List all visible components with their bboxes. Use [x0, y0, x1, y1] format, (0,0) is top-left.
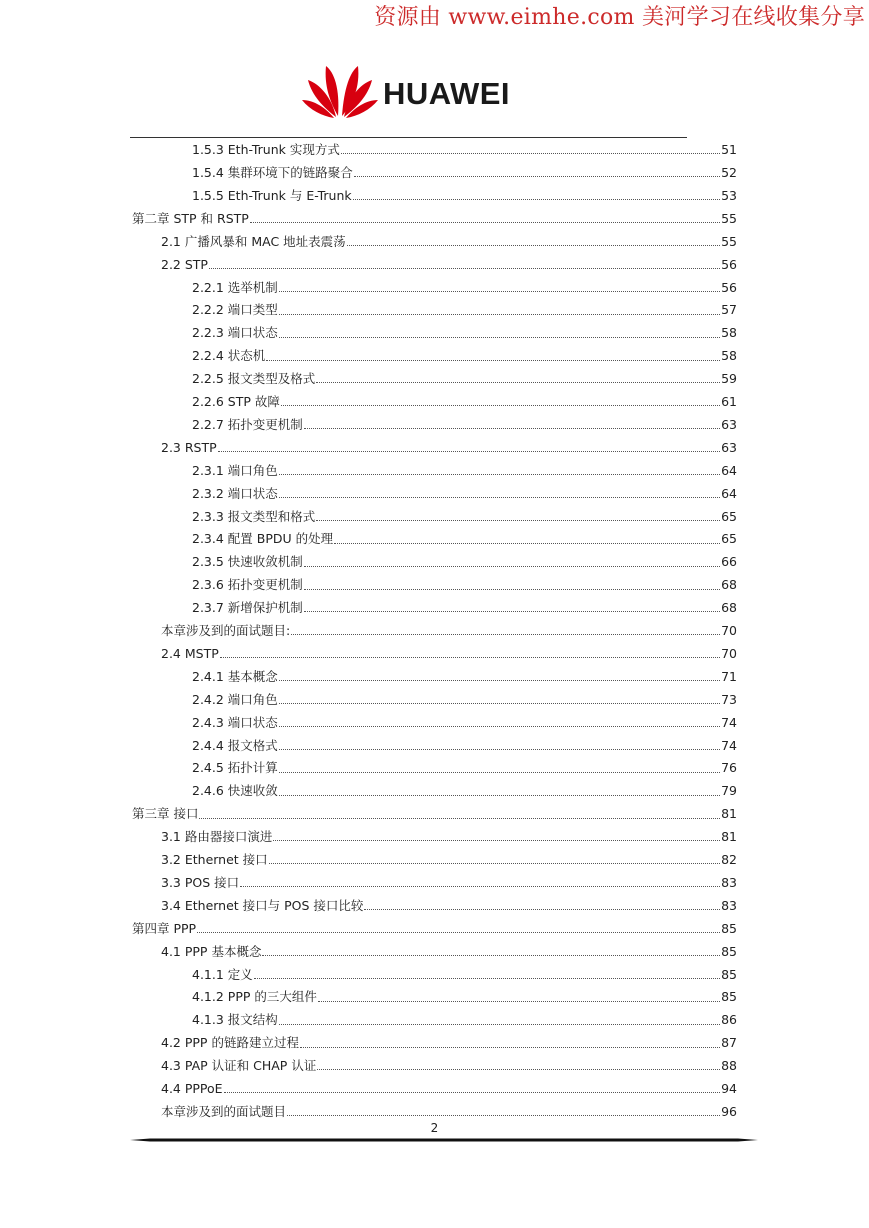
toc-entry-title: 2.1 广播风暴和 MAC 地址表震荡: [161, 233, 346, 249]
toc-entry-title: 1.5.3 Eth-Trunk 实现方式: [192, 142, 340, 158]
toc-entry[interactable]: [161, 437, 737, 460]
toc-entry[interactable]: [192, 780, 737, 803]
toc-entry-title: 2.3.6 拓扑变更机制: [192, 577, 303, 593]
toc-entry[interactable]: [192, 1009, 737, 1032]
toc-entry-title: 2.3.1 端口角色: [192, 462, 278, 478]
toc-entry[interactable]: [192, 276, 737, 299]
toc-entry-title: 2.4 MSTP: [161, 645, 219, 661]
toc-entry-title: 4.3 PAP 认证和 CHAP 认证: [161, 1058, 317, 1074]
toc-dot-leader: [279, 763, 720, 775]
toc-entry[interactable]: [192, 505, 737, 528]
toc-entry-title: 2.3.3 报文类型和格式: [192, 508, 316, 524]
toc-entry-page: 74: [721, 737, 737, 753]
toc-entry-page: 94: [721, 1081, 737, 1097]
toc-entry-page: 61: [721, 394, 737, 410]
toc-entry-page: 96: [721, 1103, 737, 1119]
toc-entry-title: 本章涉及到的面试题目: [161, 1103, 287, 1119]
toc-entry-title: 4.1.1 定义: [192, 966, 253, 982]
toc-dot-leader: [341, 144, 720, 156]
toc-entry[interactable]: [192, 574, 737, 597]
toc-entry-page: 83: [721, 874, 737, 890]
toc-entry-title: 2.3.7 新增保护机制: [192, 600, 303, 616]
toc-entry-page: 58: [721, 325, 737, 341]
toc-entry-page: 81: [721, 829, 737, 845]
toc-dot-leader: [347, 236, 720, 248]
toc-entry-page: 53: [721, 187, 737, 203]
toc-dot-leader: [240, 877, 720, 889]
toc-dot-leader: [262, 946, 720, 958]
toc-dot-leader: [279, 465, 720, 477]
toc-dot-leader: [279, 717, 720, 729]
toc-entry-title: 2.3 RSTP: [161, 439, 217, 455]
toc-entry-page: 85: [721, 920, 737, 936]
toc-dot-leader: [300, 1038, 720, 1050]
toc-entry[interactable]: [192, 162, 737, 185]
toc-entry[interactable]: [132, 208, 737, 231]
toc-dot-leader: [279, 671, 720, 683]
toc-entry-title: 2.3.5 快速收敛机制: [192, 554, 303, 570]
toc-entry-page: 56: [721, 279, 737, 295]
toc-entry[interactable]: [192, 757, 737, 780]
toc-entry-page: 88: [721, 1058, 737, 1074]
toc-entry-page: 63: [721, 439, 737, 455]
toc-entry-page: 79: [721, 783, 737, 799]
toc-dot-leader: [364, 900, 720, 912]
toc-entry-title: 3.4 Ethernet 接口与 POS 接口比较: [161, 897, 364, 913]
toc-entry-page: 56: [721, 256, 737, 272]
toc-entry[interactable]: [161, 1078, 737, 1101]
toc-entry-page: 57: [721, 302, 737, 318]
toc-dot-leader: [291, 625, 720, 637]
toc-dot-leader: [304, 602, 720, 614]
toc-dot-leader: [316, 511, 720, 523]
toc-entry-title: 1.5.5 Eth-Trunk 与 E-Trunk: [192, 187, 352, 203]
toc-entry-page: 73: [721, 691, 737, 707]
toc-entry[interactable]: [161, 895, 737, 918]
header-rule: [130, 137, 687, 138]
toc-entry[interactable]: [132, 803, 737, 826]
toc-entry-page: 71: [721, 668, 737, 684]
toc-dot-leader: [304, 580, 720, 592]
toc-entry[interactable]: [192, 666, 737, 689]
toc-entry-page: 85: [721, 966, 737, 982]
toc-entry[interactable]: [192, 139, 737, 162]
toc-entry-page: 55: [721, 210, 737, 226]
toc-entry[interactable]: [192, 597, 737, 620]
toc-entry-page: 68: [721, 577, 737, 593]
toc-entry-page: 64: [721, 462, 737, 478]
toc-entry[interactable]: [192, 299, 737, 322]
toc-dot-leader: [209, 259, 720, 271]
toc-dot-leader: [287, 1106, 720, 1118]
toc-entry-page: 85: [721, 943, 737, 959]
toc-dot-leader: [266, 351, 720, 363]
toc-entry[interactable]: [192, 963, 737, 986]
logo-text: HUAWEI: [383, 76, 510, 111]
toc-dot-leader: [279, 786, 720, 798]
toc-dot-leader: [279, 1015, 720, 1027]
toc-entry-title: 2.2 STP: [161, 256, 208, 272]
toc-entry-title: 3.2 Ethernet 接口: [161, 852, 268, 868]
toc-entry[interactable]: [192, 185, 737, 208]
toc-entry-page: 64: [721, 485, 737, 501]
toc-entry-title: 2.4.3 端口状态: [192, 714, 278, 730]
toc-entry-page: 68: [721, 600, 737, 616]
toc-dot-leader: [353, 190, 720, 202]
toc-entry[interactable]: [161, 872, 737, 895]
toc-entry-page: 59: [721, 371, 737, 387]
toc-entry[interactable]: [192, 391, 737, 414]
toc-dot-leader: [281, 396, 720, 408]
toc-dot-leader: [354, 167, 720, 179]
page-number: 2: [430, 1121, 439, 1135]
toc-entry-page: 85: [721, 989, 737, 1005]
toc-entry[interactable]: [161, 1032, 737, 1055]
toc-entry-title: 2.2.1 选举机制: [192, 279, 278, 295]
toc-entry-page: 65: [721, 531, 737, 547]
toc-dot-leader: [317, 1060, 720, 1072]
toc-entry-title: 2.4.6 快速收敛: [192, 783, 278, 799]
toc-entry-page: 70: [721, 623, 737, 639]
toc-dot-leader: [304, 419, 720, 431]
toc-entry-title: 2.2.6 STP 故障: [192, 394, 280, 410]
toc-dot-leader: [254, 969, 720, 981]
toc-dot-leader: [279, 305, 720, 317]
toc-entry-title: 4.4 PPPoE: [161, 1081, 223, 1097]
toc-entry-title: 4.1.2 PPP 的三大组件: [192, 989, 317, 1005]
toc-entry[interactable]: [161, 620, 737, 643]
toc-entry-title: 第四章 PPP: [132, 920, 197, 936]
toc-entry[interactable]: [161, 1055, 737, 1078]
toc-entry-page: 70: [721, 645, 737, 661]
toc-entry[interactable]: [192, 483, 737, 506]
toc-dot-leader: [304, 557, 720, 569]
toc-entry-title: 本章涉及到的面试题目:: [161, 623, 291, 639]
toc-dot-leader: [279, 694, 720, 706]
toc-entry[interactable]: [161, 849, 737, 872]
toc-entry-title: 2.2.2 端口类型: [192, 302, 278, 318]
toc-dot-leader: [218, 442, 720, 454]
toc-entry-title: 4.1 PPP 基本概念: [161, 943, 262, 959]
toc-entry-page: 55: [721, 233, 737, 249]
toc-entry[interactable]: [192, 986, 737, 1009]
toc-dot-leader: [250, 213, 720, 225]
toc-entry-title: 2.2.4 状态机: [192, 348, 266, 364]
toc-entry[interactable]: [161, 231, 737, 254]
toc-entry-page: 66: [721, 554, 737, 570]
toc-entry-title: 2.2.5 报文类型及格式: [192, 371, 316, 387]
toc-entry-title: 第三章 接口: [132, 806, 199, 822]
toc-entry-page: 52: [721, 165, 737, 181]
toc-entry[interactable]: [161, 941, 737, 964]
toc-dot-leader: [279, 282, 720, 294]
toc-entry[interactable]: [132, 918, 737, 941]
toc-entry[interactable]: [192, 414, 737, 437]
toc-entry-title: 2.3.2 端口状态: [192, 485, 278, 501]
toc-entry-page: 82: [721, 852, 737, 868]
toc-dot-leader: [279, 488, 720, 500]
toc-entry-title: 2.2.3 端口状态: [192, 325, 278, 341]
toc-entry-title: 2.4.2 端口角色: [192, 691, 278, 707]
toc-entry[interactable]: [161, 643, 737, 666]
toc-entry[interactable]: [192, 734, 737, 757]
toc-entry-title: 4.2 PPP 的链路建立过程: [161, 1035, 299, 1051]
toc-entry-title: 3.3 POS 接口: [161, 874, 240, 890]
toc-dot-leader: [316, 373, 720, 385]
huawei-logo: [300, 58, 540, 120]
toc-entry[interactable]: [192, 551, 737, 574]
toc-entry-title: 2.4.4 报文格式: [192, 737, 278, 753]
huawei-petal-logo-icon: [300, 58, 380, 120]
toc-entry-title: 3.1 路由器接口演进: [161, 829, 273, 845]
toc-entry[interactable]: [192, 368, 737, 391]
toc-entry-page: 58: [721, 348, 737, 364]
toc-entry-page: 81: [721, 806, 737, 822]
toc-entry-title: 2.4.5 拓扑计算: [192, 760, 278, 776]
toc-entry-page: 86: [721, 1012, 737, 1028]
toc-entry[interactable]: [192, 460, 737, 483]
toc-dot-leader: [220, 648, 720, 660]
toc-dot-leader: [318, 992, 720, 1004]
toc-entry-page: 51: [721, 142, 737, 158]
toc-dot-leader: [334, 534, 720, 546]
toc-dot-leader: [279, 328, 720, 340]
toc-entry-title: 2.4.1 基本概念: [192, 668, 278, 684]
toc-entry-page: 87: [721, 1035, 737, 1051]
toc-entry-title: 4.1.3 报文结构: [192, 1012, 278, 1028]
footer-rule: [130, 1138, 758, 1142]
toc-entry[interactable]: [161, 826, 737, 849]
toc-entry-page: 83: [721, 897, 737, 913]
toc-dot-leader: [224, 1083, 720, 1095]
toc-entry[interactable]: [192, 689, 737, 712]
toc-entry[interactable]: [192, 322, 737, 345]
toc-entry[interactable]: [192, 528, 737, 551]
toc-entry-page: 74: [721, 714, 737, 730]
toc-entry-title: 第二章 STP 和 RSTP: [132, 210, 249, 226]
toc-entry[interactable]: [161, 254, 737, 277]
toc-entry-page: 76: [721, 760, 737, 776]
toc-entry[interactable]: [192, 345, 737, 368]
toc-dot-leader: [197, 923, 720, 935]
toc-dot-leader: [269, 854, 720, 866]
toc-entry-title: 1.5.4 集群环境下的链路聚合: [192, 165, 353, 181]
toc-dot-leader: [199, 809, 720, 821]
toc-entry[interactable]: [192, 712, 737, 735]
watermark-text: 资源由 www.eimhe.com 美河学习在线收集分享: [374, 5, 865, 30]
toc-entry-page: 63: [721, 416, 737, 432]
toc-entry-page: 65: [721, 508, 737, 524]
toc-entry-title: 2.3.4 配置 BPDU 的处理: [192, 531, 334, 547]
toc-dot-leader: [273, 831, 720, 843]
toc-entry-title: 2.2.7 拓扑变更机制: [192, 416, 303, 432]
toc-dot-leader: [279, 740, 720, 752]
